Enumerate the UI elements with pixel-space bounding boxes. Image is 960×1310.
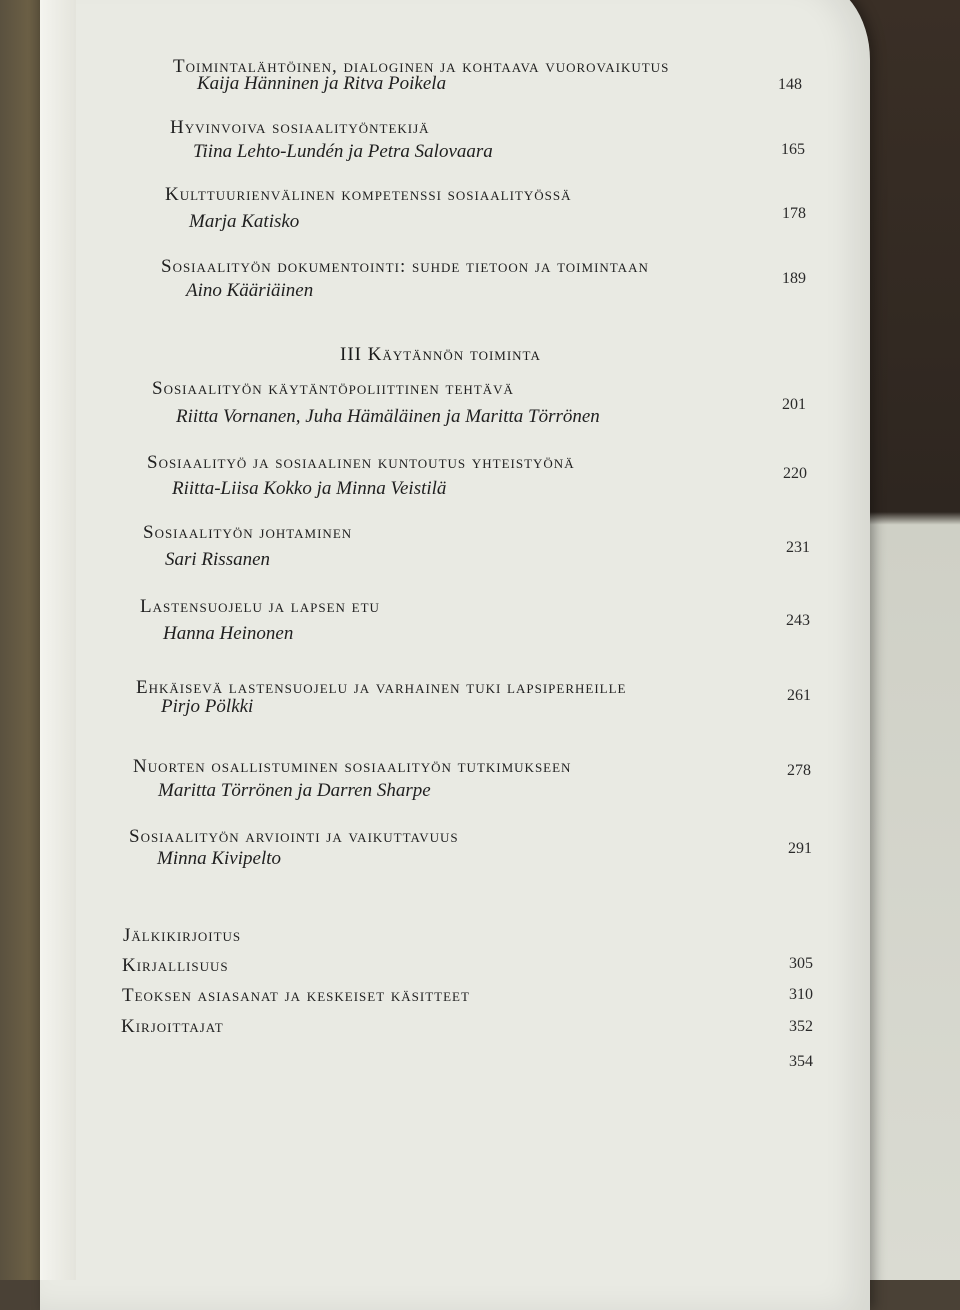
toc-entry-title: Ehkäisevä lastensuojelu ja varhainen tuki lapsiperheille — [136, 677, 627, 698]
back-matter-title: Jälkikirjoitus — [123, 925, 242, 946]
toc-entry-page: 261 — [787, 687, 811, 704]
toc-entry-title: Sosiaalityön dokumentointi: suhde tietoon ja toimintaan — [161, 256, 649, 277]
toc-entry-page: 278 — [787, 762, 811, 779]
toc-entry-author: Aino Kääriäinen — [186, 280, 314, 301]
toc-entry-author: Riitta-Liisa Kokko ja Minna Veistilä — [172, 478, 447, 499]
toc-entry-title: Sosiaalityön arviointi ja vaikuttavuus — [129, 826, 459, 847]
toc-entry-author: Pirjo Pölkki — [161, 696, 254, 717]
section-heading: III Käytännön toiminta — [340, 344, 541, 365]
toc-entry-author: Marja Katisko — [189, 211, 300, 232]
toc-entry-title: Kulttuurienvälinen kompetenssi sosiaalityössä — [165, 184, 572, 205]
back-matter-page: 310 — [789, 986, 813, 1003]
toc-entry-title: Lastensuojelu ja lapsen etu — [140, 596, 380, 617]
back-matter-title: Kirjoittajat — [121, 1016, 224, 1037]
back-matter-page: 352 — [789, 1018, 813, 1035]
toc-entry-author: Hanna Heinonen — [163, 623, 294, 644]
toc-entry-page: 189 — [782, 270, 806, 287]
toc-entry-page: 178 — [782, 205, 806, 222]
toc-entry-author: Minna Kivipelto — [157, 848, 282, 869]
back-matter-title: Teoksen asiasanat ja keskeiset käsitteet — [122, 985, 470, 1006]
toc-entry-title: Sosiaalityön johtaminen — [143, 522, 353, 543]
toc-entry-author: Maritta Törrönen ja Darren Sharpe — [158, 780, 431, 801]
toc-entry-title: Toimintalähtöinen, dialoginen ja kohtaava vuorovaikutus — [173, 56, 670, 77]
back-matter-page: 305 — [789, 955, 813, 972]
back-matter-title: Kirjallisuus — [122, 955, 229, 976]
toc-entry-page: 291 — [788, 840, 812, 857]
toc-entry-title: Sosiaalityön käytäntöpoliittinen tehtävä — [152, 378, 514, 399]
toc-entry-page: 243 — [786, 612, 810, 629]
toc-entry-page: 148 — [778, 76, 802, 93]
toc-entry-title: Nuorten osallistuminen sosiaalityön tutkimukseen — [133, 756, 572, 777]
toc-entry-author: Kaija Hänninen ja Ritva Poikela — [197, 73, 447, 94]
back-matter-page: 354 — [789, 1053, 813, 1070]
toc-entry-page: 231 — [786, 539, 810, 556]
toc-entry-title: Sosiaalityö ja sosiaalinen kuntoutus yhteistyönä — [147, 452, 575, 473]
toc-entry-author: Sari Rissanen — [165, 549, 271, 570]
toc-entry-page: 201 — [782, 396, 806, 413]
toc-entry-title: Hyvinvoiva sosiaalityöntekijä — [170, 117, 430, 138]
toc-entry-author: Riitta Vornanen, Juha Hämäläinen ja Maritta Törrönen — [176, 406, 600, 427]
toc-entry-author: Tiina Lehto-Lundén ja Petra Salovaara — [193, 141, 493, 162]
toc-entry-page: 165 — [781, 141, 805, 158]
toc-entry-page: 220 — [783, 465, 807, 482]
